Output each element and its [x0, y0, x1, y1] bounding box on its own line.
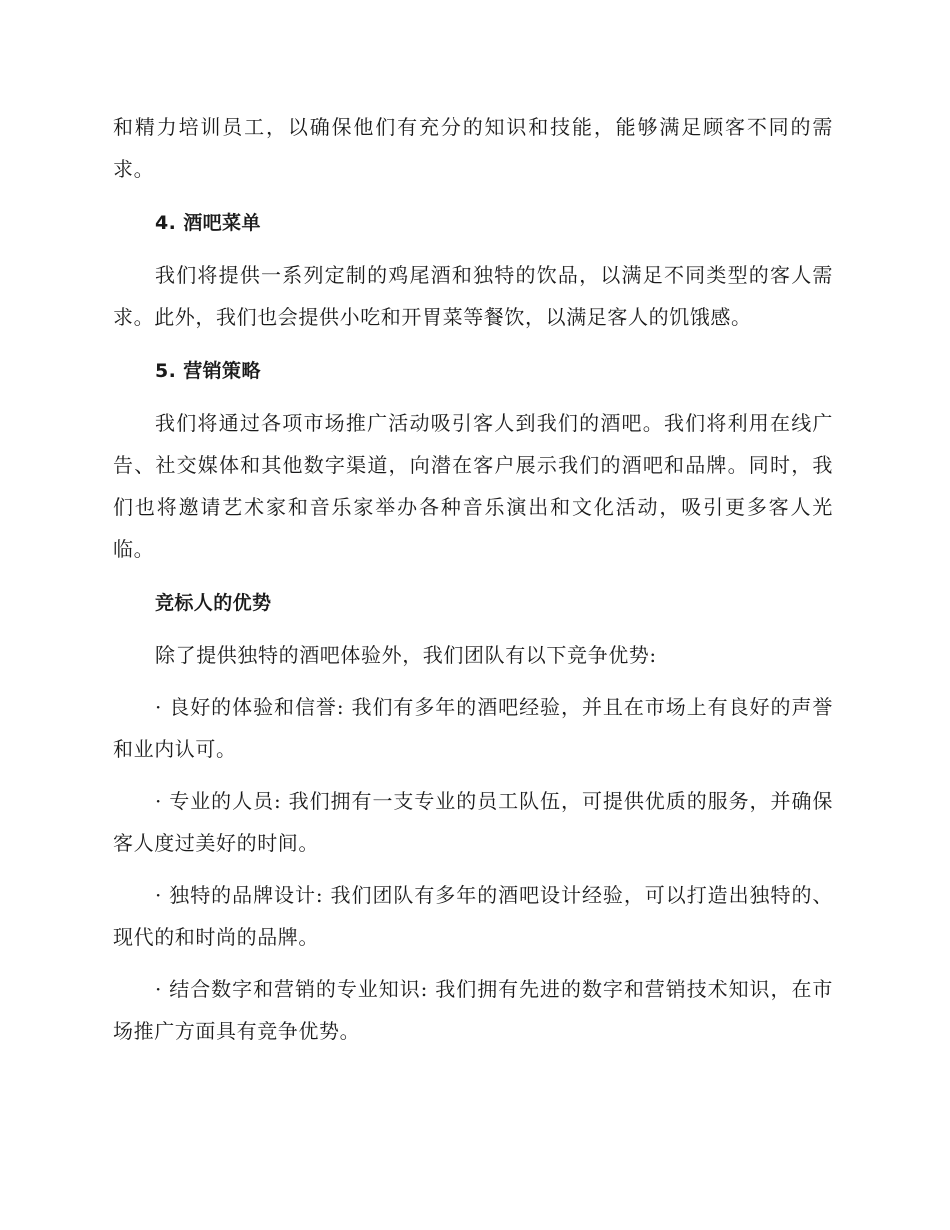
- section-4-heading: 4. 酒吧菜单: [155, 212, 261, 234]
- section-5-body: 我们将通过各项市场推广活动吸引客人到我们的酒吧。我们将利用在线广告、社交媒体和其他数字渠道，向潜在客户展示我们的酒吧和品牌。同时，我们也将邀请艺术家和音乐家举办各种音乐演出和文化活动，吸引更多客人光临。: [113, 411, 833, 561]
- advantages-heading: 竞标人的优势: [155, 592, 272, 614]
- section-5-heading: 5. 营销策略: [155, 360, 261, 382]
- advantages-intro: 除了提供独特的酒吧体验外，我们团队有以下竞争优势:: [155, 643, 657, 667]
- advantage-item: · 专业的人员: 我们拥有一支专业的员工队伍，可提供优质的服务，并确保客人度过美好的时间。: [113, 789, 833, 855]
- document-page: [113, 106, 833, 1052]
- advantage-item: · 结合数字和营销的专业知识: 我们拥有先进的数字和营销技术知识，在市场推广方面具有竞争优势。: [113, 977, 833, 1043]
- advantage-item: · 良好的体验和信誉: 我们有多年的酒吧经验，并且在市场上有良好的声誉和业内认可。: [113, 695, 833, 761]
- intro-continuation-paragraph: 和精力培训员工，以确保他们有充分的知识和技能，能够满足顾客不同的需求。: [113, 115, 833, 181]
- advantage-item: · 独特的品牌设计: 我们团队有多年的酒吧设计经验，可以打造出独特的、现代的和时尚的品牌。: [113, 883, 833, 949]
- section-4-body: 我们将提供一系列定制的鸡尾酒和独特的饮品，以满足不同类型的客人需求。此外，我们也会提供小吃和开胃菜等餐饮，以满足客人的饥饿感。: [113, 263, 833, 329]
